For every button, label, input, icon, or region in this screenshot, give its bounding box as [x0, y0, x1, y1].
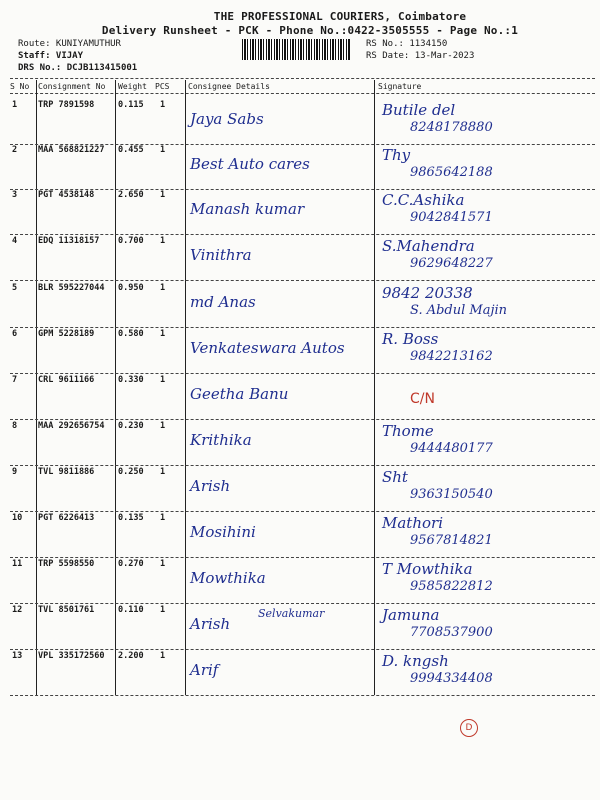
row-sno: 4: [12, 236, 18, 246]
row-divider: [10, 649, 595, 650]
row-sno: 10: [12, 513, 23, 523]
row-phone: 9585822812: [410, 579, 493, 594]
row-weight: 0.950: [118, 283, 144, 293]
row-sno: 5: [12, 283, 18, 293]
row-signature: Mathori: [382, 514, 443, 532]
row-sno: 3: [12, 190, 18, 200]
row-divider: [10, 373, 595, 374]
col-sno: S No: [10, 82, 30, 91]
row-divider: [10, 280, 595, 281]
row-consignee: Best Auto cares: [190, 155, 310, 173]
row-divider: [10, 189, 595, 190]
row-divider: [10, 234, 595, 235]
row-pcs: 1: [160, 421, 166, 431]
row-signature: Sht: [382, 468, 408, 486]
row-consignee: Arish: [190, 477, 231, 495]
row-phone: 9363150540: [410, 487, 493, 502]
row-pcs: 1: [160, 283, 166, 293]
rs-date: RS Date: 13-Mar-2023: [366, 51, 475, 61]
col-weight: Weight: [118, 82, 147, 91]
row-sno: 7: [12, 375, 18, 385]
row-weight: 0.580: [118, 329, 144, 339]
row-consignee: md Anas: [190, 293, 256, 311]
row-consignment-no: TRP 5598550: [38, 559, 95, 569]
row-signature: Jamuna: [382, 606, 440, 624]
row-consignment-no: TVL 8501761: [38, 605, 95, 615]
row-sno: 2: [12, 145, 18, 155]
row-phone: 9042841571: [410, 210, 493, 225]
row-phone: S. Abdul Majin: [410, 303, 508, 318]
barcode-icon: [242, 39, 350, 60]
header-divider-top: [10, 78, 595, 79]
row-phone: 9994334408: [410, 671, 493, 686]
row-consignment-no: PGT 6226413: [38, 513, 95, 523]
row-weight: 2.200: [118, 651, 144, 661]
row-signature: Butile del: [382, 101, 456, 119]
row-consignee: Manash kumar: [190, 200, 305, 218]
row-signature: T Mowthika: [382, 560, 473, 578]
cn-mark: C/N: [410, 391, 435, 407]
row-phone: 9629648227: [410, 256, 493, 271]
col-consignee: Consignee Details: [188, 82, 270, 91]
row-consignee: Mowthika: [190, 569, 266, 587]
row-sno: 9: [12, 467, 18, 477]
row-consignee: Geetha Banu: [190, 385, 289, 403]
row-weight: 0.455: [118, 145, 144, 155]
row-consignee: Krithika: [190, 431, 252, 449]
row-consignment-no: EDQ 11318157: [38, 236, 100, 246]
row-weight: 0.330: [118, 375, 144, 385]
row-sno: 6: [12, 329, 18, 339]
row-weight: 0.115: [118, 100, 144, 110]
row-pcs: 1: [160, 651, 166, 661]
row-consignee: Vinithra: [190, 246, 252, 264]
row-pcs: 1: [160, 559, 166, 569]
row-pcs: 1: [160, 329, 166, 339]
row-consignment-no: VPL 335172560: [38, 651, 105, 661]
row-consignment-no: TRP 7891598: [38, 100, 95, 110]
row-signature: D. kngsh: [382, 652, 449, 670]
row-weight: 2.650: [118, 190, 144, 200]
row-signature: Thy: [382, 146, 411, 164]
row-consignment-no: MAA 292656754: [38, 421, 105, 431]
row-weight: 0.135: [118, 513, 144, 523]
row-signature: R. Boss: [382, 330, 439, 348]
row-pcs: 1: [160, 605, 166, 615]
row-consignment-no: MAA 568821227: [38, 145, 105, 155]
row-consignee: Mosihini: [190, 523, 256, 541]
row-sno: 8: [12, 421, 18, 431]
row-weight: 0.250: [118, 467, 144, 477]
row-signature: C.C.Ashika: [382, 191, 465, 209]
row-weight: 0.230: [118, 421, 144, 431]
row-divider: [10, 695, 595, 696]
row-divider: [10, 419, 595, 420]
row-consignee-note: Selvakumar: [258, 607, 325, 620]
row-pcs: 1: [160, 375, 166, 385]
row-pcs: 1: [160, 145, 166, 155]
row-sno: 1: [12, 100, 18, 110]
row-signature: S.Mahendra: [382, 237, 475, 255]
row-consignment-no: TVL 9811886: [38, 467, 95, 477]
row-consignment-no: BLR 595227044: [38, 283, 105, 293]
drs-number: DRS No.: DCJB113415001: [18, 63, 138, 73]
row-pcs: 1: [160, 513, 166, 523]
row-consignee: Arif: [190, 661, 219, 679]
staff-label: Staff: VIJAY: [18, 51, 84, 61]
row-pcs: 1: [160, 100, 166, 110]
row-divider: [10, 603, 595, 604]
row-consignment-no: CRL 9611166: [38, 375, 95, 385]
col-pcs: PCS: [155, 82, 170, 91]
row-pcs: 1: [160, 467, 166, 477]
row-phone: 8248178880: [410, 120, 493, 135]
row-sno: 13: [12, 651, 23, 661]
row-weight: 0.270: [118, 559, 144, 569]
row-pcs: 1: [160, 190, 166, 200]
row-divider: [10, 557, 595, 558]
route-label: Route: KUNIYAMUTHUR: [18, 39, 121, 49]
row-weight: 0.110: [118, 605, 144, 615]
row-consignment-no: PGT 4538148: [38, 190, 95, 200]
row-pcs: 1: [160, 236, 166, 246]
row-consignment-no: GPM 5228189: [38, 329, 95, 339]
row-consignee: Arish: [190, 615, 231, 633]
row-consignee: Venkateswara Autos: [190, 339, 345, 357]
runsheet-subtitle: Delivery Runsheet - PCK - Phone No.:0422-3505555 - Page No.:1: [101, 24, 519, 37]
rs-number: RS No.: 1134150: [366, 39, 448, 49]
row-phone: 9842213162: [410, 349, 493, 364]
row-signature: Thome: [382, 422, 434, 440]
col-consignment: Consignment No: [38, 82, 106, 91]
row-phone: 9444480177: [410, 441, 493, 456]
row-signature: 9842 20338: [382, 284, 473, 302]
row-consignee: Jaya Sabs: [190, 110, 264, 128]
row-divider: [10, 327, 595, 328]
row-phone: 7708537900: [410, 625, 493, 640]
row-phone: 9865642188: [410, 165, 493, 180]
row-divider: [10, 465, 595, 466]
company-title: THE PROFESSIONAL COURIERS, Coimbatore: [213, 10, 467, 23]
row-sno: 11: [12, 559, 23, 569]
row-divider: [10, 511, 595, 512]
col-signature: Signature: [378, 82, 422, 91]
header-divider-bottom: [10, 93, 595, 94]
row-weight: 0.700: [118, 236, 144, 246]
row-phone: 9567814821: [410, 533, 493, 548]
circled-mark: D: [460, 719, 478, 737]
row-sno: 12: [12, 605, 23, 615]
